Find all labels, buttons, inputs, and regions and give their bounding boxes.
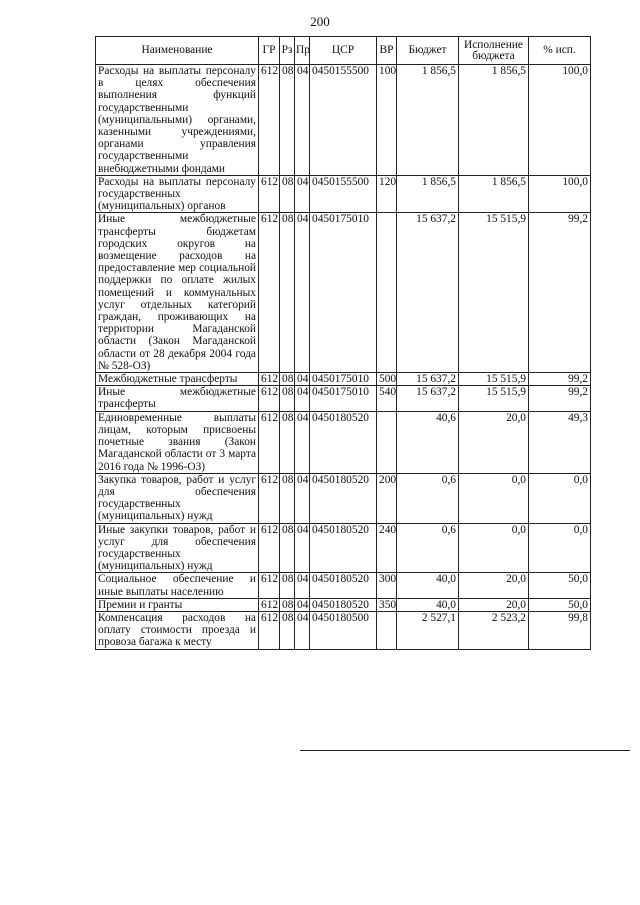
row-csr: 0450180500 xyxy=(310,611,377,649)
row-rz: 08 xyxy=(280,523,295,573)
footer-divider xyxy=(300,750,630,751)
table-row xyxy=(96,65,591,176)
row-name: Межбюджетные трансферты xyxy=(96,373,259,386)
row-budget: 15 637,2 xyxy=(397,213,459,373)
row-rz: 08 xyxy=(280,598,295,611)
row-pr: 04 xyxy=(295,598,310,611)
row-budget: 0,6 xyxy=(397,523,459,573)
row-pr: 04 xyxy=(295,175,310,213)
row-percent: 99,2 xyxy=(529,213,591,373)
row-vr: 200 xyxy=(377,473,397,523)
row-execution: 0,0 xyxy=(459,473,529,523)
row-execution: 1 856,5 xyxy=(459,175,529,213)
row-csr: 0450180520 xyxy=(310,473,377,523)
row-budget: 15 637,2 xyxy=(397,386,459,411)
header-rz: Рз xyxy=(280,37,295,65)
row-percent: 50,0 xyxy=(529,573,591,598)
row-rz: 08 xyxy=(280,373,295,386)
row-name: Иные межбюджетные трансферты xyxy=(96,386,259,411)
row-gr: 612 xyxy=(259,373,280,386)
row-rz: 08 xyxy=(280,175,295,213)
table-row xyxy=(96,213,591,373)
row-gr: 612 xyxy=(259,473,280,523)
row-name: Единовременные выплаты лицам, которым присвоены почетные звания (Закон Магаданской области от 3 марта 2016 года № 1996-ОЗ) xyxy=(96,411,259,473)
row-budget: 15 637,2 xyxy=(397,373,459,386)
header-csr: ЦСР xyxy=(310,37,377,65)
header-name: Наименование xyxy=(96,37,259,65)
row-csr: 0450180520 xyxy=(310,598,377,611)
row-gr: 612 xyxy=(259,523,280,573)
budget-execution-table xyxy=(95,36,591,650)
row-percent: 0,0 xyxy=(529,473,591,523)
row-percent: 100,0 xyxy=(529,65,591,176)
row-percent: 100,0 xyxy=(529,175,591,213)
row-percent: 99,8 xyxy=(529,611,591,649)
row-budget: 40,6 xyxy=(397,411,459,473)
row-vr: 120 xyxy=(377,175,397,213)
table-row xyxy=(96,473,591,523)
row-csr: 0450175010 xyxy=(310,213,377,373)
row-budget: 1 856,5 xyxy=(397,175,459,213)
row-vr: 350 xyxy=(377,598,397,611)
table-row xyxy=(96,175,591,213)
table-row xyxy=(96,523,591,573)
row-name: Расходы на выплаты персоналу в целях обеспечения выполнения функций государственными (муниципальными) органами, казенными учреждениями, органами управления государственными внебюджетными фондами xyxy=(96,65,259,176)
row-gr: 612 xyxy=(259,175,280,213)
row-csr: 0450155500 xyxy=(310,175,377,213)
table-row xyxy=(96,611,591,649)
row-percent: 99,2 xyxy=(529,386,591,411)
row-vr xyxy=(377,213,397,373)
row-gr: 612 xyxy=(259,213,280,373)
header-budget: Бюджет xyxy=(397,37,459,65)
row-name: Компенсация расходов на оплату стоимости проезда и провоза багажа к месту xyxy=(96,611,259,649)
row-csr: 0450175010 xyxy=(310,386,377,411)
row-vr: 500 xyxy=(377,373,397,386)
row-vr: 300 xyxy=(377,573,397,598)
row-name: Закупка товаров, работ и услуг для обеспечения государственных (муниципальных) нужд xyxy=(96,473,259,523)
row-vr xyxy=(377,411,397,473)
row-pr: 04 xyxy=(295,65,310,176)
row-csr: 0450175010 xyxy=(310,373,377,386)
table-row xyxy=(96,386,591,411)
row-execution: 20,0 xyxy=(459,573,529,598)
row-name: Премии и гранты xyxy=(96,598,259,611)
row-percent: 49,3 xyxy=(529,411,591,473)
header-gr: ГР xyxy=(259,37,280,65)
row-budget: 2 527,1 xyxy=(397,611,459,649)
row-gr: 612 xyxy=(259,573,280,598)
row-rz: 08 xyxy=(280,213,295,373)
row-budget: 40,0 xyxy=(397,598,459,611)
row-pr: 04 xyxy=(295,411,310,473)
row-execution: 15 515,9 xyxy=(459,373,529,386)
row-vr xyxy=(377,611,397,649)
header-percent: % исп. xyxy=(529,37,591,65)
row-rz: 08 xyxy=(280,473,295,523)
row-percent: 99,2 xyxy=(529,373,591,386)
header-execution: Исполнение бюджета xyxy=(459,37,529,65)
row-rz: 08 xyxy=(280,611,295,649)
table-row xyxy=(96,598,591,611)
row-budget: 1 856,5 xyxy=(397,65,459,176)
row-gr: 612 xyxy=(259,598,280,611)
row-name: Социальное обеспечение и иные выплаты населению xyxy=(96,573,259,598)
row-execution: 2 523,2 xyxy=(459,611,529,649)
row-execution: 20,0 xyxy=(459,411,529,473)
row-rz: 08 xyxy=(280,65,295,176)
row-name: Иные закупки товаров, работ и услуг для обеспечения государственных (муниципальных) нужд xyxy=(96,523,259,573)
row-execution: 0,0 xyxy=(459,523,529,573)
row-percent: 0,0 xyxy=(529,523,591,573)
row-pr: 04 xyxy=(295,611,310,649)
row-percent: 50,0 xyxy=(529,598,591,611)
table-row xyxy=(96,373,591,386)
table-row xyxy=(96,573,591,598)
row-vr: 240 xyxy=(377,523,397,573)
row-pr: 04 xyxy=(295,523,310,573)
row-name: Иные межбюджетные трансферты бюджетам городских округов на возмещение расходов на предоставление мер социальной поддержки по оплате жилых помещений и коммунальных услуг отдельных категорий граждан, проживающих на территории Магаданской области (Закон Магаданской области от 28 декабря 2004 года № 528-ОЗ) xyxy=(96,213,259,373)
row-gr: 612 xyxy=(259,386,280,411)
row-execution: 15 515,9 xyxy=(459,386,529,411)
row-gr: 612 xyxy=(259,65,280,176)
header-pr: Пр xyxy=(295,37,310,65)
row-gr: 612 xyxy=(259,411,280,473)
row-pr: 04 xyxy=(295,213,310,373)
row-budget: 0,6 xyxy=(397,473,459,523)
row-pr: 04 xyxy=(295,386,310,411)
row-execution: 20,0 xyxy=(459,598,529,611)
row-execution: 15 515,9 xyxy=(459,213,529,373)
header-vr: ВР xyxy=(377,37,397,65)
row-vr: 100 xyxy=(377,65,397,176)
page-number: 200 xyxy=(310,14,330,29)
row-csr: 0450180520 xyxy=(310,523,377,573)
row-name: Расходы на выплаты персоналу государственных (муниципальных) органов xyxy=(96,175,259,213)
row-pr: 04 xyxy=(295,573,310,598)
row-csr: 0450155500 xyxy=(310,65,377,176)
row-rz: 08 xyxy=(280,573,295,598)
row-pr: 04 xyxy=(295,373,310,386)
row-budget: 40,0 xyxy=(397,573,459,598)
row-execution: 1 856,5 xyxy=(459,65,529,176)
row-gr: 612 xyxy=(259,611,280,649)
row-pr: 04 xyxy=(295,473,310,523)
row-csr: 0450180520 xyxy=(310,411,377,473)
row-vr: 540 xyxy=(377,386,397,411)
table-header-row xyxy=(96,37,591,65)
row-rz: 08 xyxy=(280,386,295,411)
table-row xyxy=(96,411,591,473)
row-csr: 0450180520 xyxy=(310,573,377,598)
row-rz: 08 xyxy=(280,411,295,473)
